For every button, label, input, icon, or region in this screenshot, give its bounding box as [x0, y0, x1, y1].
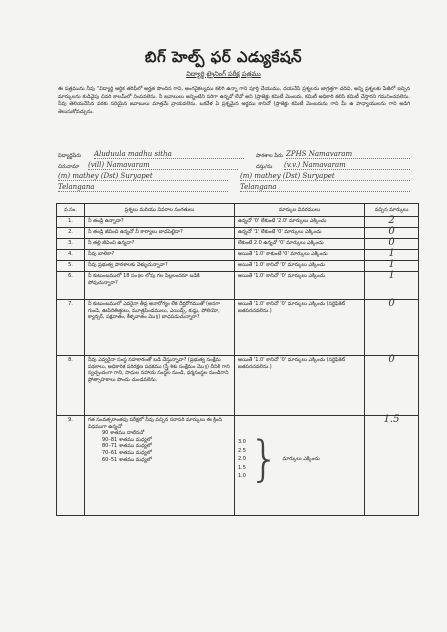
row-score[interactable]: 0	[365, 228, 419, 239]
address-field[interactable]: (vill) Namavaram	[88, 161, 238, 170]
row-serial: 8.	[57, 356, 85, 416]
table-row	[57, 261, 419, 272]
student-name-label: విద్యార్థిపేరు	[58, 153, 82, 159]
table-row	[57, 239, 419, 250]
row-serial: 1.	[57, 217, 85, 228]
table-row	[57, 300, 419, 356]
row-serial: 4.	[57, 250, 85, 261]
table-row	[57, 250, 419, 261]
row-score[interactable]: 1	[365, 261, 419, 272]
row-marks-rule: అయితే '1.0' కానిచో '0' మార్కులు ఎక్కించు	[235, 261, 365, 272]
grade-line: 90 శాతము దాటినచో	[102, 430, 145, 437]
row-question-grades	[85, 416, 235, 516]
row-question: నీవు బాలికా?	[85, 250, 235, 261]
row-marks-rule	[235, 416, 365, 516]
grade-line: 60–51 శాతము మధ్యలో	[102, 456, 152, 463]
state-field[interactable]: Telangana	[58, 183, 228, 192]
instructions-paragraph: ఈ పత్రమును నీవు "విద్యార్థి ఆర్థిక తరిఫీలో అర్హత పొందిన గాని, అంగవైకల్యము కలిగి ఉన్నా గాని పూర్తి చేయుము, దయచేసి ప్రశ్నలను జాగ్రత్తగా చదివి, అన్ని ప్రశ్నలకు పేజీలో ఇచ్చిన మార్కులను కుడివైపు చివరి కాలమ్‌లో నింపవలెను. నీ జవాబులు అన్నింటిని సరిగా ఉన్నవో లేవో అని (ప్రాజెక్టు కమిటీ మెంబరు, కమిటీ అధికారి కలిసి కమిటీ చేస్తారని గమనించవలెను. నీవు తెలియచేసిన వరకు సరియైన జవాబులు మాత్రమే వ్రాయవలెను. ఒకవేళ ఏ ప్రశ్నమైన అర్థము కానిచో (ప్రాజెక్టు కమిటీ మెంబరును గాని మీ ఉ పాధ్యాయులను గాని అడిగి తెలుసుకోవచ్చును.	[58, 86, 410, 115]
table-row	[57, 416, 419, 516]
row-serial: 5.	[57, 261, 85, 272]
village-field[interactable]: (v.v.) Namavaram	[284, 161, 410, 170]
school-name-field[interactable]: ZPHS Namavaram	[286, 150, 410, 159]
grade-value: 1.5	[238, 464, 246, 471]
student-name-field[interactable]: Aluduula madhu sitha	[94, 150, 244, 159]
table-header-row	[57, 204, 419, 217]
document-title: బిగ్ హెల్ప్ ఫర్ ఎడ్యుకేషన్	[144, 48, 303, 66]
village-label: దస్తు/ను	[256, 164, 273, 170]
table-row	[57, 272, 419, 300]
eligibility-table	[56, 203, 419, 516]
row-question: నీ కుటుంబములో 18 సం॥ల లోపు గల పిల్లలందరూ బడికి పోవుచున్నారా?	[85, 272, 235, 300]
grade-value: 2.5	[238, 447, 246, 454]
column-header-marks-details: మార్కుల వివరములు	[235, 204, 365, 217]
table-row	[57, 228, 419, 239]
row-score[interactable]: 2	[365, 217, 419, 228]
mandal-district-field[interactable]: (m) mathey (Dst) Suryapet	[58, 172, 228, 181]
grade-value: 3.0	[238, 439, 246, 445]
row-serial: 9.	[57, 416, 85, 516]
row-serial: 3.	[57, 239, 85, 250]
row-marks-rule: అయితే '1.0' కాకుంటే '0' మార్కులు ఎక్కించు	[235, 250, 365, 261]
table-row	[57, 356, 419, 416]
address-label: చిరునామా	[58, 164, 80, 170]
row-marks-rule: లేకుంటే 2.0 ఉన్నచో '0' మార్కులు ఎక్కించు	[235, 239, 365, 250]
mandal-district-field-2[interactable]: (m) mathey (Dst) Suryapet	[240, 172, 410, 181]
row-question: నీవు ఎవ్వరైనా సంస్థ సహకారంతో బడి చేస్తున్నావా? (ప్రభుత్వ సంక్షేమ పథకాలు, అధికారిక పరిరక్షణ పథకము (స్త్రీ శిశు సంక్షేమం మొ॥) దీనికి గాని స్వచ్ఛందంగా గాని, సాధుల సహాయ సంస్థల నుండి, ధర్మసంస్థల నుండిగాని ప్రోత్సాహకాలు పొందు చుండవలెను.	[85, 356, 235, 416]
grade-value: 2.0	[238, 456, 246, 463]
brace-icon: }	[248, 431, 280, 488]
row-question: నీ తండ్రి జీవించి ఉన్నచో నీ కార్యాలు బాధపెట్టెదా?	[85, 228, 235, 239]
row-score[interactable]: 1	[365, 272, 419, 300]
row-marks-rule: ఉన్నచో '1' లేకుంటే '0' మార్కులు ఎక్కించు	[235, 228, 365, 239]
row-question: నీ కుటుంబములో ఎవరైనా తీవ్ర అనారోగ్యం లేక దీర్ఘరోగముతో (అనగా గుండె, ఊపిరితిత్తులు, మూత్రపిండములు, ఎయిడ్స్, కుష్ఠు, పోలియో, క్యాన్సర్, పక్షవాతం, కీళ్ళవాతం మొ॥) బాధపడుచున్నారా?	[85, 300, 235, 356]
document-subtitle: విద్యార్థి ట్రైనింగ్ పరీక్ష పత్రము	[186, 70, 261, 78]
row-question: గత సంవత్సరాంతపు పరీక్షలో నీవు వచ్చిన సరాసరి మార్కులు ఈ క్రింది విధముగా ఉన్నచో	[88, 417, 222, 430]
row-score[interactable]: 0	[365, 356, 419, 416]
row-question: నీ తండ్రి ఉన్నాడా?	[85, 217, 235, 228]
row-marks-rule: అయితే '1.0' కానిచో '0' మార్కులు ఎక్కించు	[235, 272, 365, 300]
school-name-label: పాఠశాల పేరు	[256, 153, 283, 159]
column-header-serial: వ.సం.	[57, 204, 85, 217]
row-marks-rule: అయితే '1.0' కానిచో '0' మార్కులు ఎక్కించు (సర్టిఫికెట్ జతపరచవలెను.)	[235, 300, 365, 356]
row-score[interactable]: 1	[365, 250, 419, 261]
table-row	[57, 217, 419, 228]
row-serial: 7.	[57, 300, 85, 356]
grade-line: 70–61 శాతము మధ్యలో	[102, 449, 152, 456]
row-question: నీవు ప్రభుత్వ పాఠశాలకు వెళ్ళుచున్నావా?	[85, 261, 235, 272]
grade-note: మార్కులు ఎక్కించు	[282, 456, 320, 463]
grade-value: 1.0	[238, 473, 246, 480]
row-score[interactable]: 1.5	[365, 416, 419, 516]
row-score[interactable]: 0	[365, 300, 419, 356]
row-marks-rule: ఉన్నచో '0' లేకుంటే '2.0' మార్కులు ఎక్కించు	[235, 217, 365, 228]
grade-line: 80–71 శాతము మధ్యలో	[102, 443, 152, 450]
row-question: నీ తల్లి జీవించి ఉన్నదా?	[85, 239, 235, 250]
grade-line: 90–81 శాతము మధ్యలో	[102, 436, 152, 443]
student-details	[58, 152, 410, 196]
column-header-marks-obtained: వచ్చిన మార్కులు	[365, 204, 419, 217]
row-serial: 6.	[57, 272, 85, 300]
state-field-2[interactable]: Telangana	[240, 183, 410, 192]
row-serial: 2.	[57, 228, 85, 239]
column-header-question: ప్రశ్నలు మరియు వివరాల సంగతులు	[85, 204, 235, 217]
row-score[interactable]: 0	[365, 239, 419, 250]
row-marks-rule: అయితే '1.0' కానిచో '0' మార్కులు ఎక్కించు (సర్టిఫికెట్ జతపరచవలెను.)	[235, 356, 365, 416]
